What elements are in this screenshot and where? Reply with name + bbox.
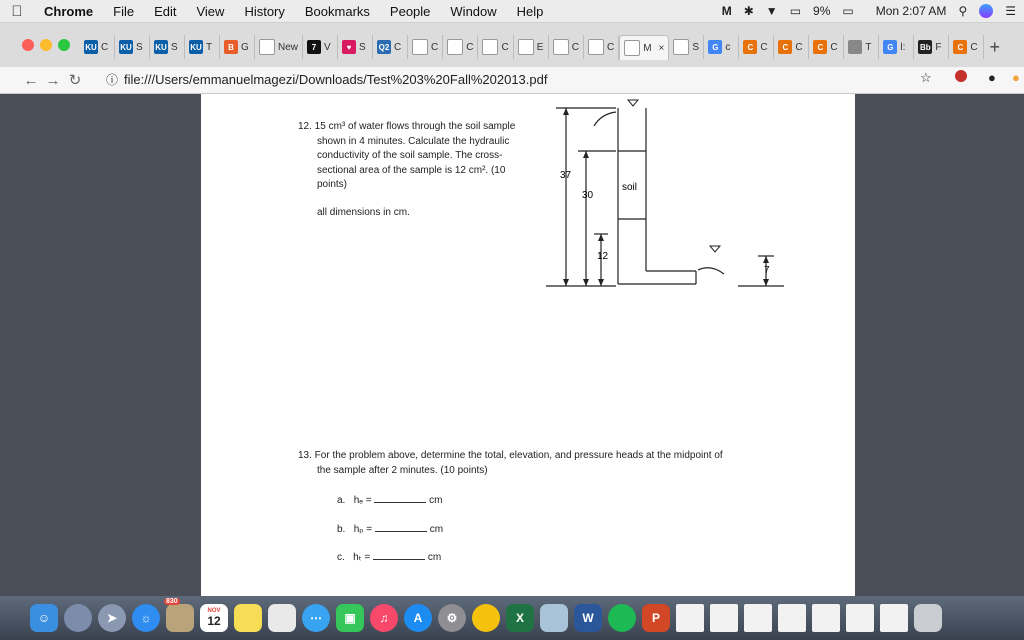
- close-tab-icon[interactable]: ×: [658, 42, 665, 54]
- tab-favicon-icon: [553, 39, 569, 55]
- close-window-button[interactable]: [22, 39, 34, 51]
- tab-label: l:: [900, 41, 906, 53]
- menu-chrome[interactable]: Chrome: [44, 3, 94, 19]
- tab-favicon-icon: KU: [189, 40, 203, 54]
- bookmark-star-icon[interactable]: ☆: [920, 70, 932, 85]
- notes-icon[interactable]: [234, 604, 262, 632]
- browser-tab[interactable]: [255, 35, 303, 59]
- browser-tab[interactable]: [879, 35, 914, 59]
- tab-label: F: [935, 41, 942, 53]
- tab-label: V: [324, 41, 331, 53]
- answer-b-letter: b.: [337, 524, 346, 535]
- spotify-icon[interactable]: [608, 604, 636, 632]
- desktop-background-right: [855, 94, 1024, 596]
- calendar-month: NOV: [207, 608, 221, 614]
- tab-favicon-icon: C: [813, 40, 827, 54]
- menu-history[interactable]: History: [244, 3, 285, 19]
- arrowhead: [563, 108, 569, 115]
- answer-c: [337, 550, 441, 563]
- tab-label: C: [970, 41, 978, 53]
- browser-tab[interactable]: [584, 35, 619, 59]
- tab-favicon-icon: KU: [84, 40, 98, 54]
- answer-c-unit: cm: [427, 552, 442, 563]
- launchpad-icon[interactable]: ➤: [98, 604, 126, 632]
- tab-label: G: [241, 41, 249, 53]
- dim-7-label: 7: [764, 265, 770, 276]
- extension-ublock-icon[interactable]: [955, 70, 967, 82]
- system-preferences-icon[interactable]: ⚙: [438, 604, 466, 632]
- profile-avatar-icon[interactable]: ●: [988, 70, 996, 85]
- forward-icon[interactable]: →: [45, 71, 61, 89]
- document-icon[interactable]: [778, 604, 806, 632]
- tab-label: C: [571, 41, 579, 53]
- browser-tab[interactable]: [739, 35, 774, 59]
- document-icon[interactable]: [676, 604, 704, 632]
- extension-icon[interactable]: ●: [1012, 70, 1020, 85]
- tab-label: S: [359, 41, 366, 53]
- word-icon[interactable]: W: [574, 604, 602, 632]
- q12-line-1: 12. 15 cm³ of water flows through the soil sample: [298, 121, 516, 132]
- tab-label: T: [206, 41, 213, 53]
- question-13: [298, 449, 723, 478]
- water-level-marker-top: [628, 100, 638, 106]
- answer-b: [337, 522, 443, 535]
- pdf-page: [201, 94, 855, 596]
- clock[interactable]: Mon 2:07 AM: [875, 4, 947, 18]
- browser-tab[interactable]: [338, 35, 373, 59]
- tab-favicon-icon: C: [743, 40, 757, 54]
- document-icon[interactable]: [710, 604, 738, 632]
- address-bar[interactable]: [106, 69, 926, 89]
- answer-b-variable: hₚ =: [353, 524, 373, 535]
- water-level-marker-outlet: [710, 246, 720, 252]
- menu-bookmarks[interactable]: Bookmarks: [304, 3, 370, 19]
- dim-30-label: 30: [582, 190, 594, 201]
- browser-tab[interactable]: [220, 35, 255, 59]
- calendar-icon[interactable]: [200, 604, 228, 632]
- notification-center-icon[interactable]: ☰: [1005, 4, 1016, 18]
- siri-icon[interactable]: [979, 4, 993, 18]
- tab-label: C: [501, 41, 509, 53]
- calendar-day: 12: [207, 614, 221, 628]
- tab-label: C: [394, 41, 402, 53]
- chrome-icon[interactable]: [472, 604, 500, 632]
- arrowhead: [763, 256, 769, 263]
- dock: [0, 596, 1024, 640]
- soil-column-figure: [546, 96, 796, 296]
- question-12: [298, 120, 515, 193]
- tab-list: [80, 35, 984, 60]
- tab-label: M: [643, 42, 652, 54]
- q13-line-2: the sample after 2 minutes. (10 points): [317, 464, 488, 476]
- preview-icon[interactable]: [540, 604, 568, 632]
- reload-icon[interactable]: ↻: [68, 72, 82, 89]
- browser-tab[interactable]: [185, 35, 220, 59]
- browser-toolbar: [0, 67, 1024, 94]
- battery-percent[interactable]: 9%: [813, 4, 831, 18]
- browser-tab[interactable]: [669, 35, 704, 59]
- info-icon[interactable]: ⓘ: [106, 72, 119, 87]
- tab-favicon-icon: C: [778, 40, 792, 54]
- tab-favicon-icon: [518, 39, 534, 55]
- wifi-icon[interactable]: ▼: [765, 4, 778, 18]
- airplay-icon[interactable]: ▭: [789, 4, 802, 18]
- browser-tab[interactable]: [80, 35, 115, 59]
- tab-label: New: [278, 41, 299, 53]
- browser-tab[interactable]: [549, 35, 584, 59]
- browser-tab[interactable]: [303, 35, 338, 59]
- browser-tab[interactable]: [514, 35, 549, 59]
- malwarebytes-icon[interactable]: M: [721, 4, 732, 18]
- app-store-icon[interactable]: A: [404, 604, 432, 632]
- document-icon[interactable]: [880, 604, 908, 632]
- tab-favicon-icon: Q2: [377, 40, 391, 54]
- zoom-window-button[interactable]: [58, 39, 70, 51]
- itunes-icon[interactable]: ♫: [370, 604, 398, 632]
- new-tab-button[interactable]: +: [989, 37, 1000, 57]
- q12-line-4: sectional area of the sample is 12 cm². (10: [317, 164, 506, 176]
- tab-label: E: [536, 41, 544, 53]
- answer-a-blank[interactable]: [374, 493, 426, 503]
- arrowhead: [598, 234, 604, 241]
- tab-label: C: [606, 41, 615, 53]
- dim-37-label: 37: [560, 170, 572, 181]
- dim-12-label: 12: [597, 251, 609, 262]
- facetime-icon[interactable]: ▣: [336, 604, 364, 632]
- bluetooth-icon[interactable]: ✱: [743, 4, 754, 18]
- tab-favicon-icon: G: [883, 40, 897, 54]
- answer-c-blank[interactable]: [373, 550, 425, 560]
- finder-icon[interactable]: ☺: [30, 604, 58, 632]
- arrowhead: [563, 279, 569, 286]
- browser-tab[interactable]: [774, 35, 809, 59]
- browser-tab[interactable]: [619, 35, 669, 60]
- messages-icon[interactable]: ⋯: [302, 604, 330, 632]
- browser-tab[interactable]: [408, 35, 443, 59]
- apple-menu-icon[interactable]: [0, 3, 34, 20]
- trash-icon[interactable]: [914, 604, 942, 632]
- answer-b-unit: cm: [429, 524, 444, 535]
- tab-favicon-icon: C: [953, 40, 967, 54]
- battery-icon[interactable]: ▭: [842, 4, 854, 18]
- browser-tab[interactable]: [914, 35, 949, 59]
- menu-view[interactable]: View: [196, 3, 225, 19]
- safari-icon[interactable]: ☼: [132, 604, 160, 632]
- tab-favicon-icon: [412, 39, 428, 55]
- document-icon[interactable]: [846, 604, 874, 632]
- tab-favicon-icon: ♥: [342, 40, 356, 54]
- browser-tab[interactable]: [150, 35, 185, 59]
- minimize-window-button[interactable]: [40, 39, 52, 51]
- tab-favicon-icon: 7: [307, 40, 321, 54]
- inflow-arrow: [594, 112, 616, 126]
- browser-tab[interactable]: [115, 35, 150, 59]
- tab-strip: [0, 23, 1024, 67]
- arrowhead: [583, 279, 589, 286]
- tab-favicon-icon: [259, 39, 275, 55]
- menu-help[interactable]: Help: [516, 3, 544, 19]
- tab-favicon-icon: [624, 40, 640, 56]
- browser-tab[interactable]: [373, 35, 408, 59]
- q12-line-5: points): [317, 179, 348, 190]
- mail-icon[interactable]: [166, 598, 194, 632]
- tab-label: T: [865, 41, 872, 53]
- menu-window[interactable]: Window: [450, 3, 497, 19]
- browser-tab[interactable]: [949, 35, 984, 59]
- tab-label: C: [760, 41, 768, 53]
- tab-label: S: [692, 41, 700, 53]
- answer-a-variable: hₑ =: [353, 495, 372, 506]
- tab-favicon-icon: [447, 39, 463, 55]
- outflow-arrow: [698, 268, 724, 274]
- tab-label: C: [795, 41, 803, 53]
- browser-tab[interactable]: [809, 35, 844, 59]
- answer-b-blank[interactable]: [375, 522, 427, 532]
- answer-a-unit: cm: [429, 495, 443, 506]
- tab-favicon-icon: [848, 40, 862, 54]
- menu-people[interactable]: People: [389, 3, 431, 19]
- tab-label: C: [101, 41, 109, 53]
- arrowhead: [598, 279, 604, 286]
- arrowhead: [763, 279, 769, 286]
- reminders-icon[interactable]: [268, 604, 296, 632]
- tab-label: C: [431, 41, 439, 53]
- excel-icon[interactable]: X: [506, 604, 534, 632]
- tab-label: C: [830, 41, 838, 53]
- browser-tab[interactable]: [478, 35, 513, 59]
- q13-line-1: 13. For the problem above, determine the total, elevation, and pressure heads at the midpoint of: [298, 450, 723, 461]
- answer-a-letter: a.: [337, 495, 346, 506]
- tab-label: S: [171, 41, 178, 53]
- tab-favicon-icon: B: [224, 40, 238, 54]
- tab-favicon-icon: [673, 39, 689, 55]
- window-controls: [22, 39, 70, 51]
- tab-favicon-icon: Bb: [918, 40, 932, 54]
- dimensions-note: all dimensions in cm.: [317, 207, 410, 218]
- menu-file[interactable]: File: [113, 3, 135, 19]
- tab-label: C: [466, 41, 474, 53]
- tab-label: c: [725, 41, 731, 53]
- tab-label: S: [136, 41, 143, 53]
- desktop-background: [0, 94, 201, 596]
- document-icon[interactable]: [812, 604, 840, 632]
- spotlight-icon[interactable]: ⚲: [958, 4, 968, 18]
- arrowhead: [583, 151, 589, 158]
- browser-tab[interactable]: [443, 35, 478, 59]
- tab-favicon-icon: G: [708, 40, 722, 54]
- siri-dock-icon[interactable]: [64, 604, 92, 632]
- q12-line-2: shown in 4 minutes. Calculate the hydraulic: [317, 135, 510, 147]
- answer-c-letter: c.: [337, 552, 345, 563]
- powerpoint-icon[interactable]: P: [642, 604, 670, 632]
- back-icon[interactable]: ←: [23, 71, 39, 89]
- answer-c-variable: hₜ =: [353, 552, 371, 563]
- tab-favicon-icon: KU: [154, 40, 168, 54]
- browser-tab[interactable]: [704, 35, 739, 59]
- menu-edit[interactable]: Edit: [154, 3, 177, 19]
- answer-a: [337, 493, 443, 506]
- q12-line-3: conductivity of the soil sample. The cross-: [317, 150, 503, 161]
- tab-favicon-icon: [588, 39, 604, 55]
- url-text[interactable]: file:///Users/emmanuelmagezi/Downloads/Test%203%20Fall%202013.pdf: [124, 71, 548, 87]
- tab-favicon-icon: KU: [119, 40, 133, 54]
- soil-label: soil: [622, 182, 638, 193]
- tab-favicon-icon: [482, 39, 498, 55]
- mail-badge: 830: [166, 598, 178, 605]
- menu-bar: [0, 0, 1024, 23]
- browser-tab[interactable]: [844, 35, 879, 59]
- document-icon[interactable]: [744, 604, 772, 632]
